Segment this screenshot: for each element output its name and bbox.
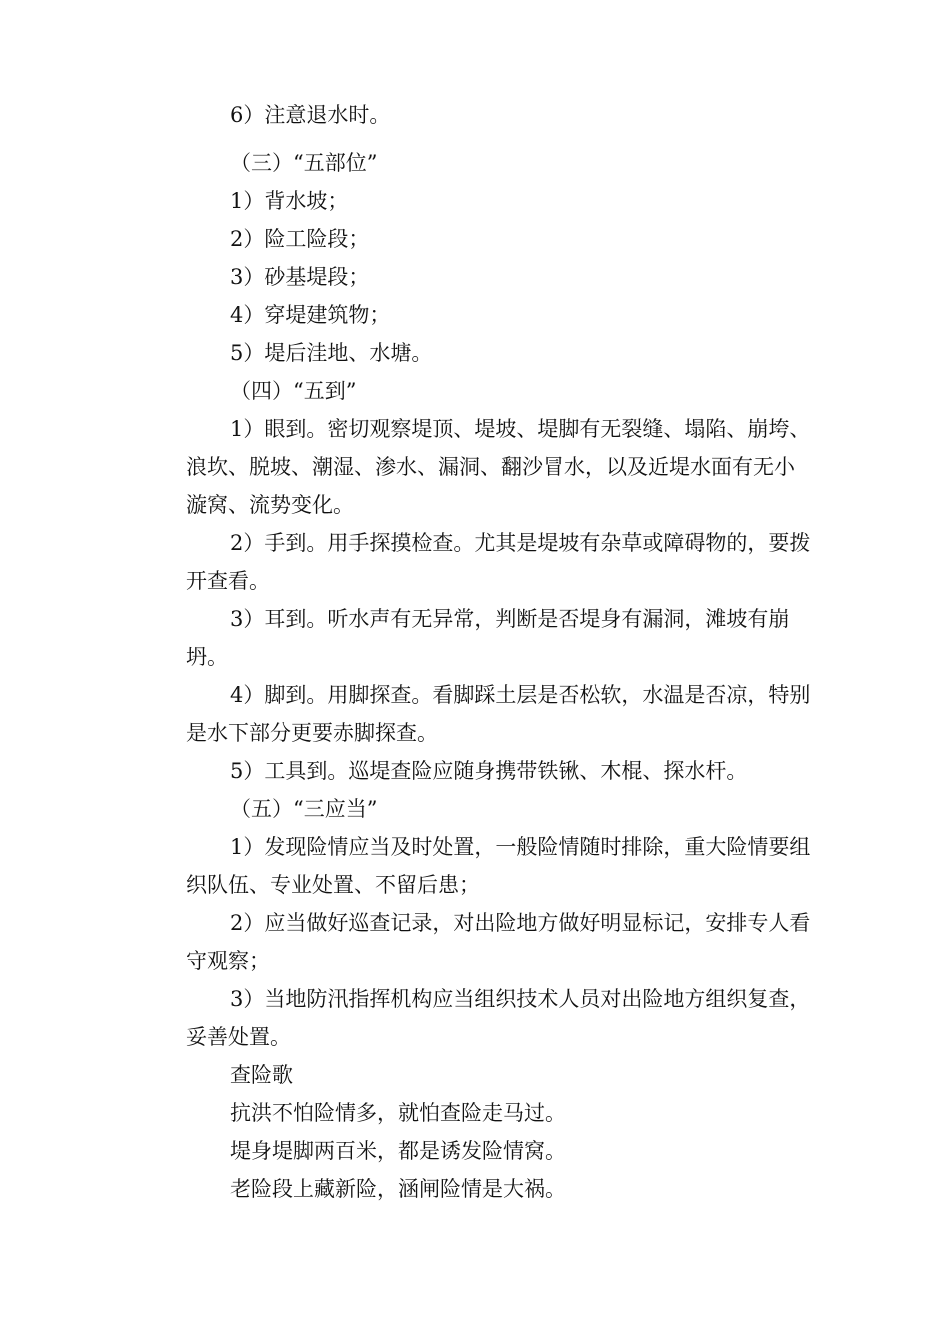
poem-line: 老险段上藏新险，涵闸险情是大祸。 xyxy=(230,1177,566,1201)
section-heading: （三）“五部位” xyxy=(230,151,378,175)
section-heading: （五）“三应当” xyxy=(230,797,378,821)
list-item: 4）穿堤建筑物； xyxy=(230,303,391,327)
section-heading: （四）“五到” xyxy=(230,379,357,403)
list-item: 1）背水坡； xyxy=(230,189,349,213)
list-item: 2）手到。用手探摸检查。尤其是堤坡有杂草或障碍物的，要拨开查看。 xyxy=(186,531,811,593)
list-item: 5）堤后洼地、水塘。 xyxy=(230,341,433,365)
list-item: 3）当地防汛指挥机构应当组织技术人员对出险地方组织复查，妥善处置。 xyxy=(186,987,811,1049)
poem-line: 抗洪不怕险情多，就怕查险走马过。 xyxy=(230,1101,566,1125)
list-item: 2）险工险段； xyxy=(230,227,370,251)
poem-line: 堤身堤脚两百米，都是诱发险情窝。 xyxy=(230,1139,566,1163)
list-item: 3）砂基堤段； xyxy=(230,265,370,289)
list-item: 1）发现险情应当及时处置，一般险情随时排除，重大险情要组织队伍、专业处置、不留后患； xyxy=(186,835,811,897)
list-item: 6）注意退水时。 xyxy=(230,103,391,127)
document-body xyxy=(186,96,812,1208)
list-item: 1）眼到。密切观察堤顶、堤坡、堤脚有无裂缝、塌陷、崩垮、浪坎、脱坡、潮湿、渗水、漏洞、翻沙冒水，以及近堤水面有无小漩窝、流势变化。 xyxy=(186,417,811,517)
list-item: 4）脚到。用脚探查。看脚踩土层是否松软，水温是否凉，特别是水下部分更要赤脚探查。 xyxy=(186,683,811,745)
poem-title: 查险歌 xyxy=(230,1063,293,1087)
list-item: 3）耳到。听水声有无异常，判断是否堤身有漏洞，滩坡有崩坍。 xyxy=(186,607,790,669)
list-item: 5）工具到。巡堤查险应随身携带铁锹、木棍、探水杆。 xyxy=(230,759,748,783)
list-item: 2）应当做好巡查记录，对出险地方做好明显标记，安排专人看守观察； xyxy=(186,911,811,973)
